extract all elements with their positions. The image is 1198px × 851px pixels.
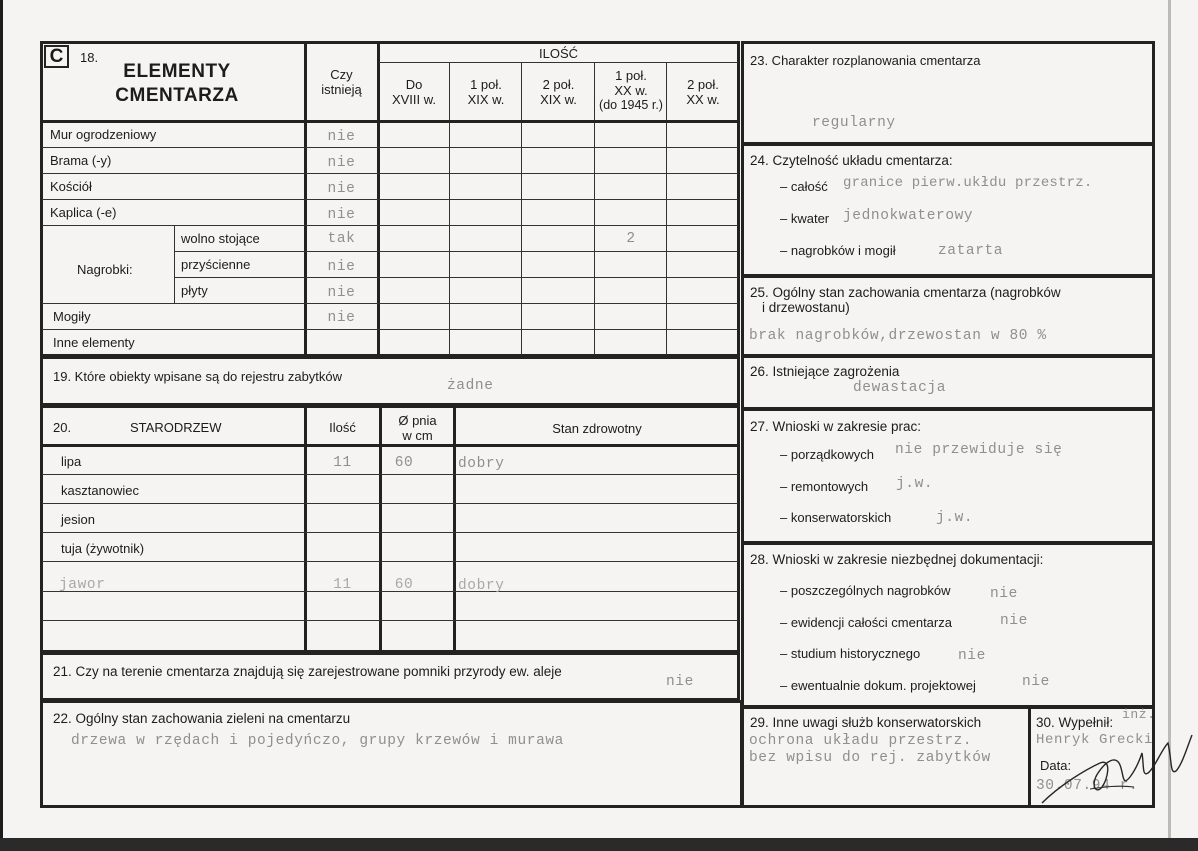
grid-line <box>42 620 738 621</box>
q30-label: 30. Wypełnił: <box>1036 715 1114 730</box>
q21-label: 21. Czy na terenie cmentarza znajdują się zarejestrowane pomniki przyrody ew. aleje <box>53 664 562 679</box>
q22-value: drzewa w rzędach i pojedyńczo, grupy krzewów i murawa <box>71 733 564 749</box>
exists-value: tak <box>327 231 356 247</box>
q28-item-label: – ewentualnie dokum. projektowej <box>780 678 976 693</box>
row-label-brama: Brama (-y) <box>50 153 112 168</box>
tree-name-typed: jawor <box>59 577 106 593</box>
row-label-wolno-stojace: wolno stojące <box>181 231 260 246</box>
col-ilosc: Ilość <box>329 420 356 435</box>
header-ilosc: ILOŚĆ <box>538 46 578 61</box>
period-label: XVIII w. <box>391 92 437 107</box>
row-label-mur: Mur ogrodzeniowy <box>50 127 157 142</box>
scan-edge-left <box>0 0 3 851</box>
q29-label: 29. Inne uwagi służb konserwatorskich <box>750 715 982 730</box>
q25-label-l1: 25. Ogólny stan zachowania cmentarza (nagrobków <box>750 285 1061 300</box>
q19-value: żadne <box>447 378 494 394</box>
grid-line <box>174 251 738 252</box>
period-label: XIX w. <box>467 92 505 107</box>
q28-item-label: – poszczególnych nagrobków <box>780 583 951 598</box>
tree-count: 11 <box>333 455 352 471</box>
grid-line <box>42 561 738 562</box>
exists-value: nie <box>327 285 356 301</box>
grid-line <box>174 277 738 278</box>
header-czy: Czy <box>330 67 353 82</box>
q24-calosc-label: – całość <box>780 179 828 194</box>
grid-line <box>379 62 738 63</box>
q23-value: regularny <box>812 115 896 131</box>
q24-kwater-label: – kwater <box>780 211 830 226</box>
scan-edge-bottom <box>0 838 1198 851</box>
q28-item-value: nie <box>990 586 1018 602</box>
section-title-line2: CMENTARZA <box>115 85 239 106</box>
q25-label-l2: i drzewostanu) <box>762 300 850 315</box>
q27-porz-label: – porządkowych <box>780 447 874 462</box>
q21-value: nie <box>666 674 694 690</box>
row-label-mogily: Mogiły <box>53 309 91 324</box>
col-pnia-l2: w cm <box>402 428 433 443</box>
q26-value: dewastacja <box>853 380 947 396</box>
period-label: XX w. <box>686 92 720 107</box>
tree-diameter: 60 <box>394 455 414 471</box>
grid-line <box>42 503 738 504</box>
count-value: 2 <box>626 231 636 247</box>
grid-line <box>42 329 738 330</box>
q29-value-l1: ochrona układu przestrz. <box>749 733 973 749</box>
tree-name: kasztanowiec <box>61 483 140 498</box>
exists-value: nie <box>327 181 356 197</box>
q27-kons-label: – konserwatorskich <box>780 510 892 525</box>
section-letter-box: C <box>44 45 69 68</box>
q24-kwater-value: jednokwaterowy <box>843 208 974 224</box>
tree-name: lipa <box>61 454 82 469</box>
tree-diameter: 60 <box>394 577 414 593</box>
q20-title: STARODRZEW <box>130 420 222 435</box>
q28-item-value: nie <box>958 648 986 664</box>
q22-label: 22. Ogólny stan zachowania zieleni na cmentarzu <box>53 711 351 726</box>
grid-line <box>42 532 738 533</box>
grid-line <box>42 444 738 447</box>
signature-mark <box>1030 715 1195 810</box>
tree-health: dobry <box>458 456 505 472</box>
row-label-przyscienne: przyścienne <box>181 257 251 272</box>
q24-label: 24. Czytelność układu cmentarza: <box>750 153 953 168</box>
header-bottom-line <box>42 120 738 123</box>
exists-value: nie <box>327 129 356 145</box>
q24-calosc-value: granice pierw.ukłdu przestrz. <box>843 175 1093 191</box>
grid-line <box>42 303 738 304</box>
period-label: 2 poł. <box>687 77 719 92</box>
grid-line <box>42 147 738 148</box>
exists-value: nie <box>327 259 356 275</box>
q30-prefix: inż. <box>1122 707 1156 722</box>
q30-date-value: 30.07.94 r. <box>1036 778 1139 794</box>
exists-value: nie <box>327 310 356 326</box>
period-label: 1 poł. <box>615 68 647 83</box>
q20-number: 20. <box>53 420 72 435</box>
row-label-kosciol: Kościół <box>50 179 92 194</box>
q29-value-l2: bez wpisu do rej. zabytków <box>749 750 991 766</box>
q27-rem-label: – remontowych <box>780 479 869 494</box>
exists-value: nie <box>327 155 356 171</box>
q26-label: 26. Istniejące zagrożenia <box>750 364 900 379</box>
q28-item-value: nie <box>1000 613 1028 629</box>
q28-item-label: – ewidencji całości cmentarza <box>780 615 952 630</box>
q28-item-value: nie <box>1022 674 1050 690</box>
period-label: 1 poł. <box>470 77 502 92</box>
q27-porz-value: nie przewiduje się <box>895 442 1063 458</box>
q28-label: 28. Wnioski w zakresie niezbędnej dokumentacji: <box>750 552 1044 567</box>
tree-health: dobry <box>458 578 505 594</box>
grid-line <box>42 199 738 200</box>
grid-line <box>42 225 738 226</box>
q30-date-label: Data: <box>1040 758 1072 773</box>
grid-line <box>42 474 738 475</box>
col-stan: Stan zdrowotny <box>552 421 642 436</box>
grid-line <box>42 173 738 174</box>
q27-label: 27. Wnioski w zakresie prac: <box>750 419 922 434</box>
q24-nagrobkow-value: zatarta <box>938 243 1004 259</box>
period-label: XX w. <box>614 83 648 98</box>
section-number: 18. <box>80 50 99 65</box>
period-label: Do <box>405 77 423 92</box>
col-pnia-l1: Ø pnia <box>398 413 437 428</box>
tree-name: tuja (żywotnik) <box>61 541 145 556</box>
q23-label: 23. Charakter rozplanowania cmentarza <box>750 53 981 68</box>
q19-label: 19. Które obiekty wpisane są do rejestru zabytków <box>53 369 343 384</box>
period-label: 2 poł. <box>542 77 575 92</box>
tree-count: 11 <box>333 577 352 593</box>
row-label-plyty: płyty <box>181 283 208 298</box>
row-label-kaplica: Kaplica (-e) <box>50 205 117 220</box>
q30-name: Henryk Grecki <box>1036 732 1154 748</box>
section-title-line1: ELEMENTY <box>123 61 231 82</box>
row-label-inne: Inne elementy <box>53 335 135 350</box>
q27-rem-value: j.w. <box>896 476 934 492</box>
row-label-nagrobki: Nagrobki: <box>77 262 133 277</box>
grid-line <box>174 225 175 303</box>
tree-name: jesion <box>61 512 95 527</box>
period-label: (do 1945 r.) <box>599 98 663 112</box>
q24-nagrobkow-label: – nagrobków i mogił <box>780 243 896 258</box>
q27-kons-value: j.w. <box>936 510 974 526</box>
exists-value: nie <box>327 207 356 223</box>
q25-value: brak nagrobków,drzewostan w 80 % <box>749 328 1047 344</box>
header-istnieja: istnieją <box>321 82 362 97</box>
q28-item-label: – studium historycznego <box>780 646 921 661</box>
period-label: XIX w. <box>540 92 577 107</box>
